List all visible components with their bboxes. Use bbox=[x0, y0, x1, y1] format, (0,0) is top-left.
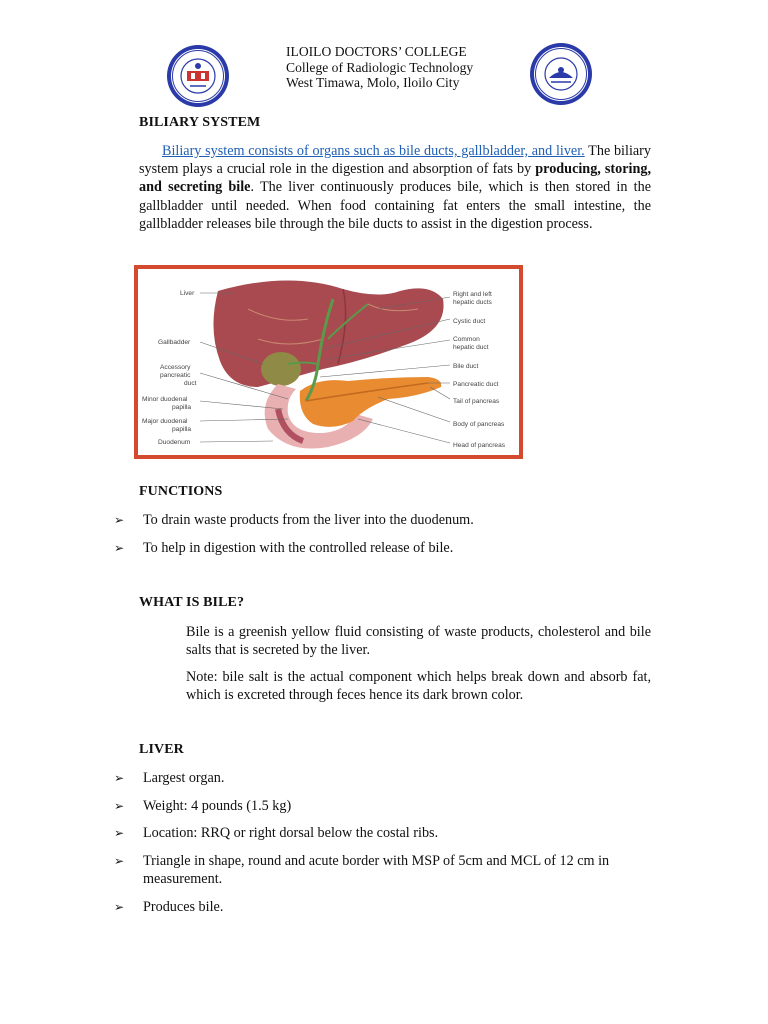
biliary-diagram-illustration bbox=[138, 269, 519, 455]
label-accessory: Accessory bbox=[160, 364, 191, 371]
list-item: ➢ Triangle in shape, round and acute border with MSP of 5cm and MCL of 12 cm in measurement. bbox=[114, 852, 610, 888]
college-info bbox=[286, 44, 473, 91]
bile-paragraph-2: Note: bile salt is the actual component which helps break down and absorb fat, which is excreted through feces hence its dark brown color. bbox=[186, 669, 651, 704]
list-item: ➢ Weight: 4 pounds (1.5 kg) bbox=[114, 797, 292, 814]
label-body-pancreas: Body of pancreas bbox=[453, 421, 505, 428]
label-minor-papilla: papilla bbox=[172, 404, 192, 411]
functions-list bbox=[114, 511, 654, 557]
label-liver: Liver bbox=[180, 290, 195, 297]
biliary-heading: BILIARY SYSTEM bbox=[139, 115, 261, 130]
bullet-arrow-icon: ➢ bbox=[114, 826, 125, 841]
label-duodenum: Duodenum bbox=[158, 439, 191, 446]
biliary-diagram bbox=[134, 265, 523, 459]
label-pancreatic: pancreatic bbox=[160, 372, 191, 379]
list-item: ➢ Produces bile. bbox=[114, 898, 224, 915]
document-header bbox=[0, 40, 768, 120]
label-common-hepatic-duct: hepatic duct bbox=[453, 344, 489, 351]
college-name: ILOILO DOCTORS’ COLLEGE bbox=[286, 44, 467, 59]
liver-list bbox=[114, 769, 654, 917]
bullet-arrow-icon: ➢ bbox=[114, 899, 125, 914]
biliary-text-a: The biliary system plays a crucial role in the digestion and absorption of fats by bbox=[139, 143, 651, 178]
biliary-link[interactable]: Biliary system consists of organs such as bile ducts, gallbladder, and liver. bbox=[162, 143, 585, 159]
label-duct: duct bbox=[184, 380, 197, 387]
college-seal-left-icon bbox=[166, 44, 230, 108]
bullet-arrow-icon: ➢ bbox=[114, 853, 125, 868]
label-minor-duodenal: Minor duodenal bbox=[142, 396, 188, 403]
bile-paragraph-1: Bile is a greenish yellow fluid consisting of waste products, cholesterol and bile salts that is secreted by the liver. bbox=[186, 624, 651, 659]
label-gallbladder: Gallbadder bbox=[158, 339, 191, 346]
functions-heading: FUNCTIONS bbox=[139, 484, 223, 499]
list-item: ➢ To drain waste products from the liver into the duodenum. bbox=[114, 512, 474, 528]
bullet-arrow-icon: ➢ bbox=[114, 771, 125, 785]
bullet-arrow-icon: ➢ bbox=[114, 798, 125, 813]
bullet-arrow-icon: ➢ bbox=[114, 540, 125, 555]
college-seal-right-icon bbox=[529, 42, 593, 106]
biliary-bold-text: producing, storing, and secreting bile bbox=[139, 161, 652, 196]
list-item: ➢ To help in digestion with the controlled release of bile. bbox=[114, 539, 454, 556]
gallbladder-shape bbox=[261, 352, 301, 386]
college-department: College of Radiologic Technology bbox=[286, 59, 474, 75]
bile-heading: WHAT IS BILE? bbox=[139, 595, 245, 610]
liver-shape bbox=[213, 280, 443, 387]
list-item: ➢ Location: RRQ or right dorsal below the costal ribs. bbox=[114, 825, 439, 842]
label-pancreatic-duct: Pancreatic duct bbox=[453, 381, 499, 388]
label-major-duodenal: Major duodenal bbox=[142, 418, 188, 425]
college-address: West Timawa, Molo, Iloilo City bbox=[286, 75, 460, 90]
label-right-left: Right and left bbox=[453, 291, 492, 298]
label-head-pancreas: Head of pancreas bbox=[453, 442, 506, 449]
label-bile-duct: Bile duct bbox=[453, 363, 479, 370]
list-item: ➢ Largest organ. bbox=[114, 770, 225, 786]
biliary-paragraph bbox=[139, 142, 651, 233]
label-major-papilla: papilla bbox=[172, 426, 192, 433]
biliary-text-b: . The liver continuously produces bile, which is then stored in the gallbladder until needed. When food containing fat enters the small intestine, the gallbladder releases bile through the bile ducts to assist in the digestion process. bbox=[139, 179, 651, 232]
label-common: Common bbox=[453, 336, 480, 343]
label-tail-pancreas: Tail of pancreas bbox=[453, 398, 500, 405]
liver-heading: LIVER bbox=[139, 742, 184, 757]
label-hepatic-ducts: hepatic ducts bbox=[453, 299, 492, 306]
bullet-arrow-icon: ➢ bbox=[114, 513, 125, 527]
label-cystic-duct: Cystic duct bbox=[453, 318, 486, 325]
